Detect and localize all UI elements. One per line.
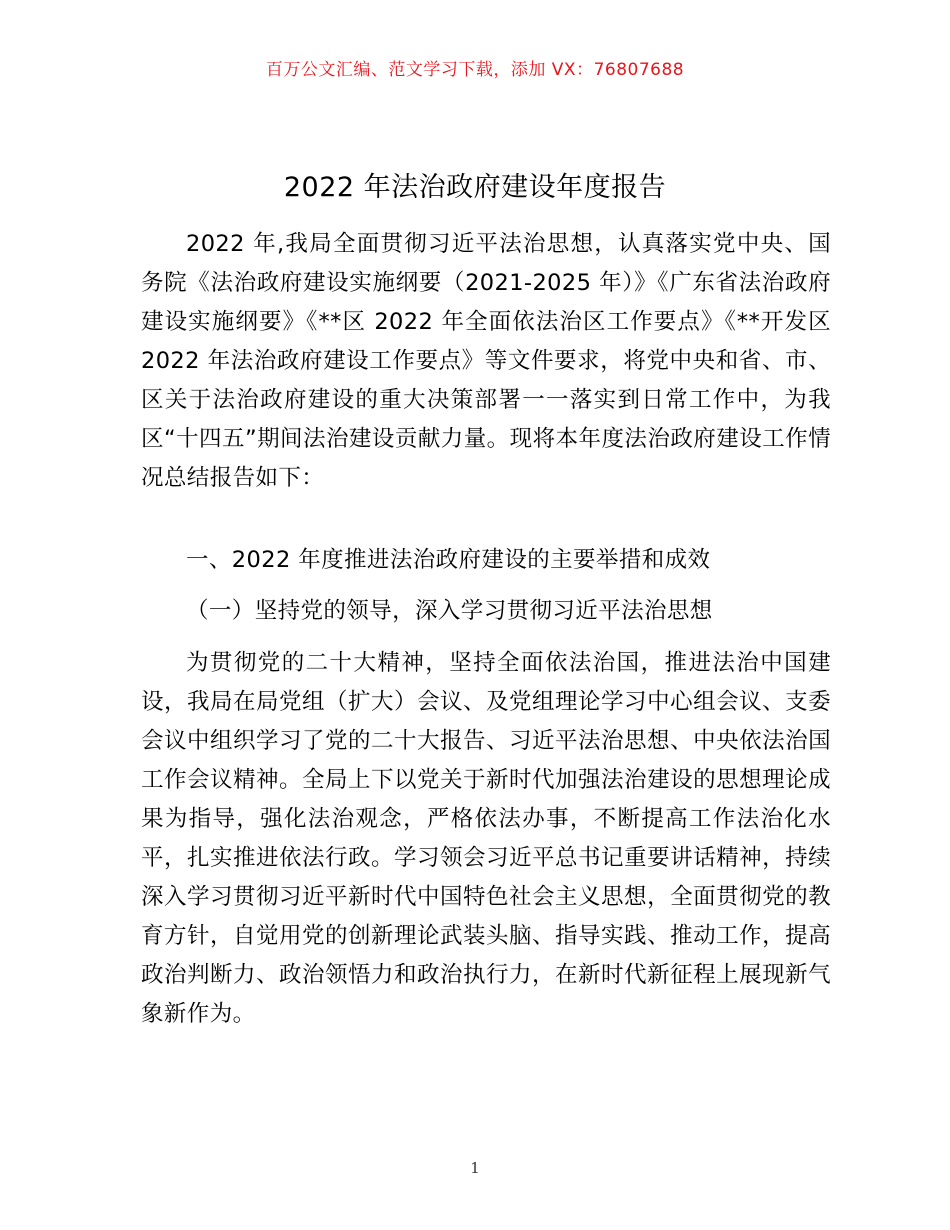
intro-paragraph: 2022 年,我局全面贯彻习近平法治思想，认真落实党中央、国务院《法治政府建设实施纲要（2021-2025 年）》《广东省法治政府建设实施纲要》《**区 2022 年全面依法治区工作要点》《**开发区 2022 年法治政府建设工作要点》等文件要求，将党中央和省、市、区关于法治政府建设的重大决策部署一一落实到日常工作中，为我区“十四五”期间法治建设贡献力量。现将本年度法治政府建设工作情况总结报告如下： xyxy=(141,231,831,491)
page-number: 1 xyxy=(470,1159,480,1177)
document-title: 2022 年法治政府建设年度报告 xyxy=(283,172,667,203)
body-paragraph: 为贯彻党的二十大精神，坚持全面依法治国，推进法治中国建设，我局在局党组（扩大）会议、及党组理论学习中心组会议、支委会议中组织学习了党的二十大报告、习近平法治思想、中央依法治国工作会议精神。全局上下以党关于新时代加强法治建设的思想理论成果为指导，强化法治观念，严格依法办事，不断提高工作法治化水平，扎实推进依法行政。学习领会习近平总书记重要讲话精神，持续深入学习贯彻习近平新时代中国特色社会主义思想，全面贯彻党的教育方针，自觉用党的创新理论武装头脑、指导实践、推动工作，提高政治判断力、政治领悟力和政治执行力，在新时代新征程上展现新气象新作为。 xyxy=(141,650,831,1027)
section-heading: 一、2022 年度推进法治政府建设的主要举措和成效 xyxy=(186,547,711,573)
watermark-header: 百万公文汇编、范文学习下载，添加 VX：76807688 xyxy=(265,60,685,80)
subsection-heading: （一）坚持党的领导，深入学习贯彻习近平法治思想 xyxy=(186,598,713,624)
